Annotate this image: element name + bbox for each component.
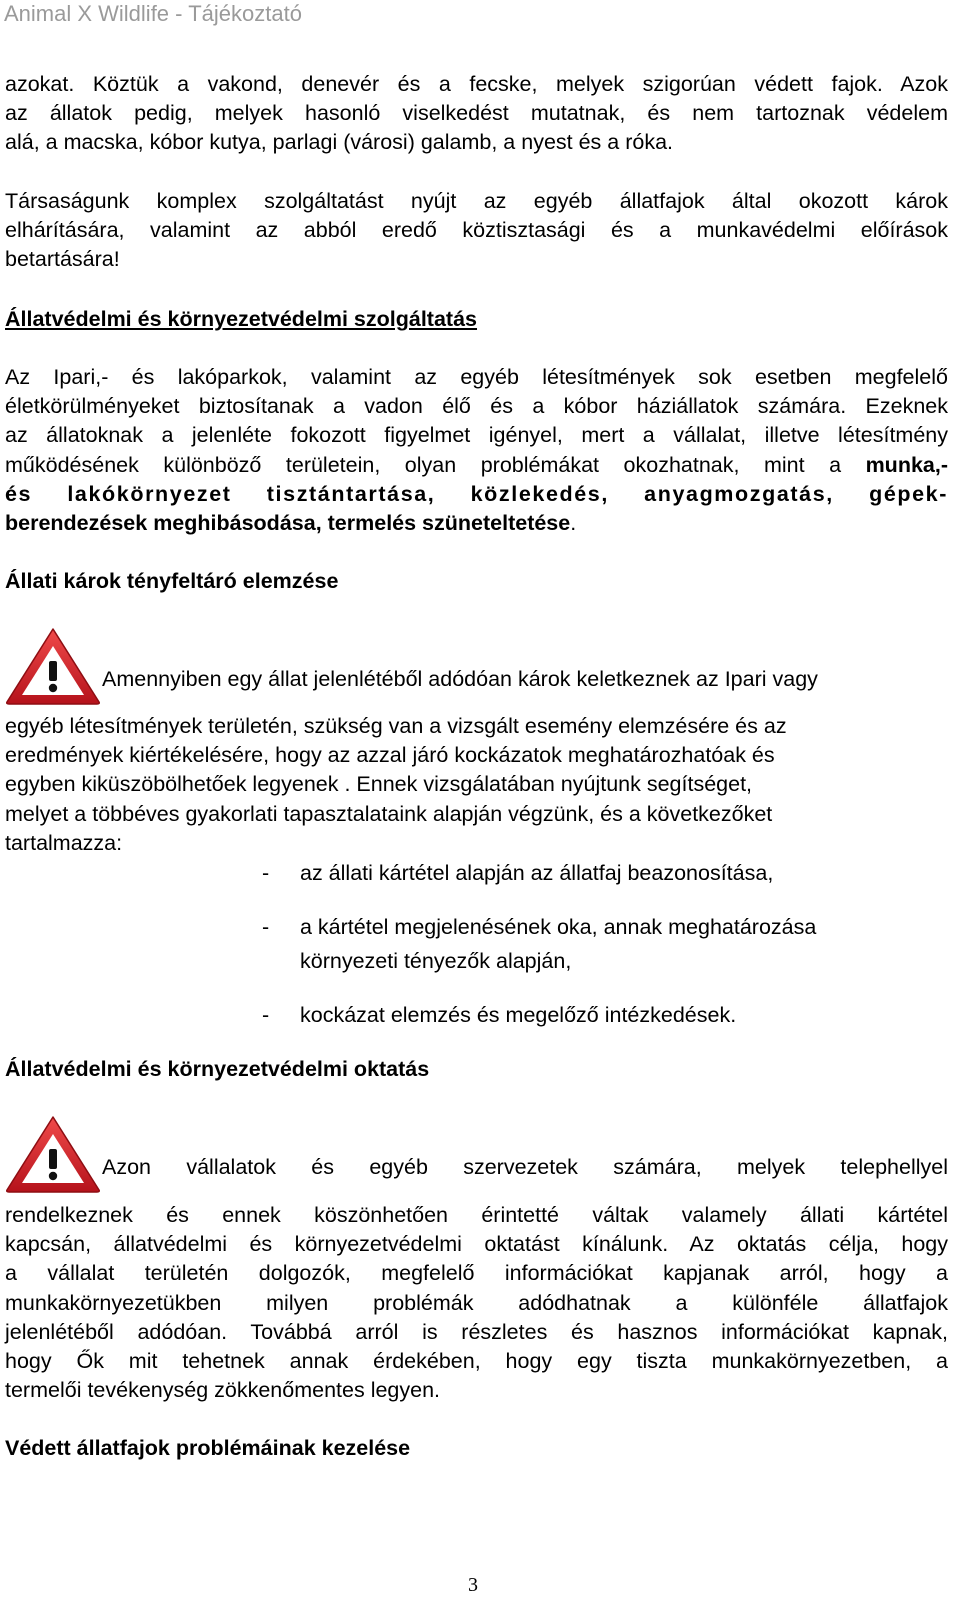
warning-text-analysis: Amennyiben egy állat jelenlétéből adódóan károk keletkeznek az Ipari vagy [102,667,818,691]
text-line: tartalmazza: [5,830,123,855]
warning-text-education: Azon vállalatok és egyéb szervezetek számára, melyek telephellyel [102,1155,948,1179]
text-segment: . [570,511,577,536]
text-line: egyéb létesítmények területén, szükség van a vizsgált esemény elemzésére és az [5,714,787,738]
section-heading-analysis: Állati károk tényfeltáró elemzése [5,569,339,593]
text-line: Az Ipari,- és lakóparkok, valamint az egyéb létesítmények sok esetben megfelelő [5,365,948,389]
text-segment-bold: munka,- [865,452,948,477]
text-line: eredmények kiértékelésére, hogy az azzal járó kockázatok meghatározhatóak és [5,743,775,768]
text-line: azokat. Köztük a vakond, denevér és a fecske, melyek szigorúan védett fajok. Azok [5,72,948,96]
bullet-marker: - [262,1003,270,1027]
list-item: az állati kártétel alapján az állatfaj beazonosítása, [300,861,774,885]
text-line: termelői tevékenység zökkenőmentes legyen. [5,1378,441,1403]
section-heading-education: Állatvédelmi és környezetvédelmi oktatás [5,1057,430,1081]
bullet-marker: - [262,915,270,939]
text-segment: működésének különböző területein, olyan problémákat okozhatnak, mint a [5,452,866,477]
text-line: elhárítására, valamint az abból eredő köztisztasági és a munkavédelmi előírások [5,218,948,243]
section-heading-service: Állatvédelmi és környezetvédelmi szolgáltatás [5,307,478,331]
paragraph-company-service [5,187,948,275]
paragraph-analysis [5,712,948,858]
text-line: betartására! [5,247,120,272]
text-line: egyben kiküszöbölhetőek legyenek . Ennek vizsgálatában nyújtunk segítséget, [5,772,753,797]
paragraph-education [5,1201,948,1405]
text-line: jelenlétéből adódóan. Továbbá arról is részletes és hasznos információkat kapnak, [5,1319,948,1344]
text-line: rendelkeznek és ennek köszönhetően érintetté váltak valamely állati kártétel [5,1203,948,1227]
text-line: munkakörnyezetükben milyen problémák adódhatnak a különféle állatfajok [5,1290,948,1315]
text-line [5,451,948,480]
text-line: életkörülményeket biztosítanak a vadon élő és a kóbor háziállatok számára. Ezeknek [5,394,948,419]
text-line: az állatok pedig, melyek hasonló viselkedést mutatnak, és nem tartoznak védelem [5,101,948,126]
section-heading-protected-species: Védett állatfajok problémáinak kezelése [5,1436,411,1460]
text-segment-bold: berendezések meghibásodása, termelés szüneteltetése [5,511,571,536]
text-line: hogy Ők mit tehetnek annak érdekében, hogy egy tiszta munkakörnyezetben, a [5,1349,948,1374]
paragraph-service-description [5,363,948,538]
list-item: kockázat elemzés és megelőző intézkedések. [300,1003,737,1027]
list-item-continuation: környezeti tényezők alapján, [300,949,572,973]
page-number: 3 [468,1574,478,1596]
warning-triangle-icon [4,626,102,706]
text-line: a vállalat területén dolgozók, megfelelő információkat kapjanak arról, hogy a [5,1261,948,1286]
text-line-bold: és lakókörnyezet tisztántartása, közlekedés, anyagmozgatás, gépek- [5,481,948,506]
bullet-marker: - [262,861,270,885]
text-line [5,509,948,538]
list-item: a kártétel megjelenésének oka, annak meghatározása [300,915,817,939]
text-line: alá, a macska, kóbor kutya, parlagi (városi) galamb, a nyest és a róka. [5,130,674,155]
warning-triangle-icon [4,1114,102,1194]
text-line: az állatoknak a jelenléte fokozott figyelmet igényel, mert a vállalat, illetve létesítmény [5,423,948,448]
text-line: melyet a többéves gyakorlati tapasztalataink alapján végzünk, és a következőket [5,801,773,826]
text-line: kapcsán, állatvédelmi és környezetvédelmi oktatást kínálunk. Az oktatás célja, hogy [5,1232,948,1257]
document-header: Animal X Wildlife - Tájékoztató [4,1,302,26]
text-line: Társaságunk komplex szolgáltatást nyújt az egyéb állatfajok által okozott károk [5,189,948,213]
paragraph-protected-species [5,70,948,158]
